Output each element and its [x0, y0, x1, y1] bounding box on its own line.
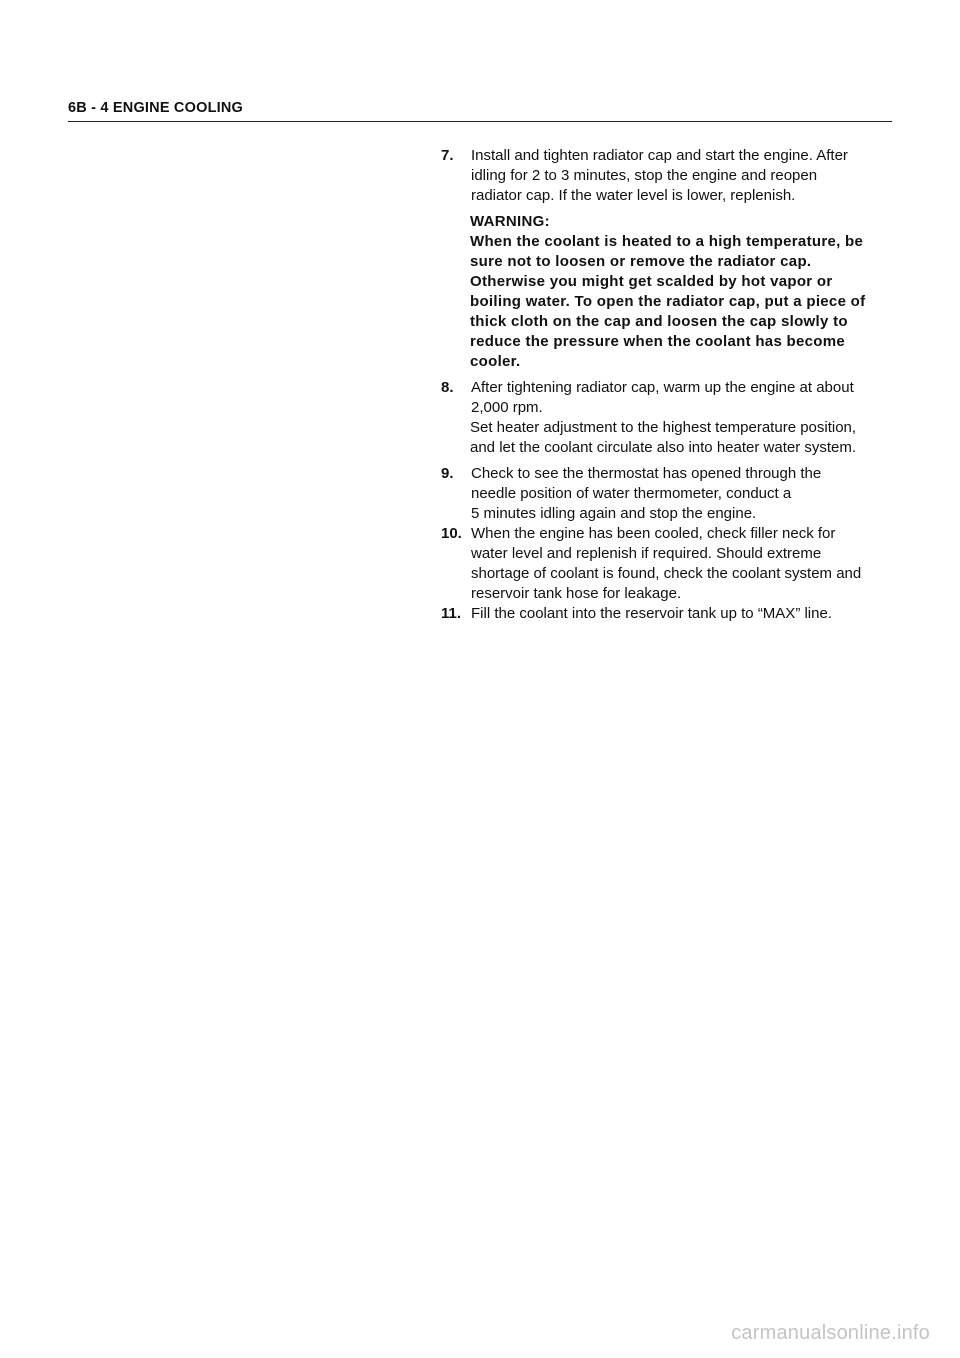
step-line: Check to see the thermostat has opened through the: [471, 465, 822, 482]
step-text: [471, 146, 901, 206]
page-header: 6B - 4 ENGINE COOLING: [68, 100, 243, 116]
step-text: [471, 464, 901, 524]
step-line: reservoir tank hose for leakage.: [471, 585, 682, 602]
step-7: [441, 146, 901, 206]
step-8: [441, 378, 901, 418]
warning-line: When the coolant is heated to a high temperature, be: [470, 233, 864, 250]
step-line: water level and replenish if required. Should extreme: [471, 545, 822, 562]
step-line: shortage of coolant is found, check the coolant system and: [471, 565, 862, 582]
step-line: needle position of water thermometer, conduct a: [471, 485, 792, 502]
step-number: 11.: [441, 605, 462, 622]
step-text: [471, 604, 901, 624]
step-number: 8.: [441, 379, 454, 396]
warning-label: WARNING:: [470, 213, 550, 230]
note-line: and let the coolant circulate also into heater water system.: [470, 439, 857, 456]
step-line: Fill the coolant into the reservoir tank up to “MAX” line.: [471, 605, 832, 622]
warning-line: Otherwise you might get scalded by hot vapor or: [470, 273, 833, 290]
note-line: Set heater adjustment to the highest temperature position,: [470, 419, 857, 436]
step-line: radiator cap. If the water level is lower, replenish.: [471, 187, 796, 204]
procedure-steps: [441, 146, 901, 624]
warning-line: thick cloth on the cap and loosen the cap slowly to: [470, 313, 848, 330]
warning-line: sure not to loosen or remove the radiator cap.: [470, 253, 812, 270]
step-11: [441, 604, 901, 624]
step-text: [471, 378, 901, 418]
warning-line: cooler.: [470, 353, 521, 370]
step-line: Install and tighten radiator cap and start the engine. After: [471, 147, 848, 164]
step-line: idling for 2 to 3 minutes, stop the engine and reopen: [471, 167, 818, 184]
step-line: 5 minutes idling again and stop the engine.: [471, 505, 757, 522]
warning-line: boiling water. To open the radiator cap, put a piece of: [470, 293, 866, 310]
warning-block: [470, 212, 901, 372]
step-8-note: [470, 418, 901, 458]
step-text: [471, 524, 901, 604]
step-line: When the engine has been cooled, check filler neck for: [471, 525, 836, 542]
step-line: 2,000 rpm.: [471, 399, 543, 416]
step-10: [441, 524, 901, 604]
step-number: 9.: [441, 465, 454, 482]
step-line: After tightening radiator cap, warm up the engine at about: [471, 379, 854, 396]
step-9: [441, 464, 901, 524]
warning-line: reduce the pressure when the coolant has become: [470, 333, 846, 350]
step-number: 7.: [441, 147, 454, 164]
step-number: 10.: [441, 525, 462, 542]
header-rule: [68, 121, 892, 122]
watermark: carmanualsonline.info: [731, 1322, 930, 1344]
